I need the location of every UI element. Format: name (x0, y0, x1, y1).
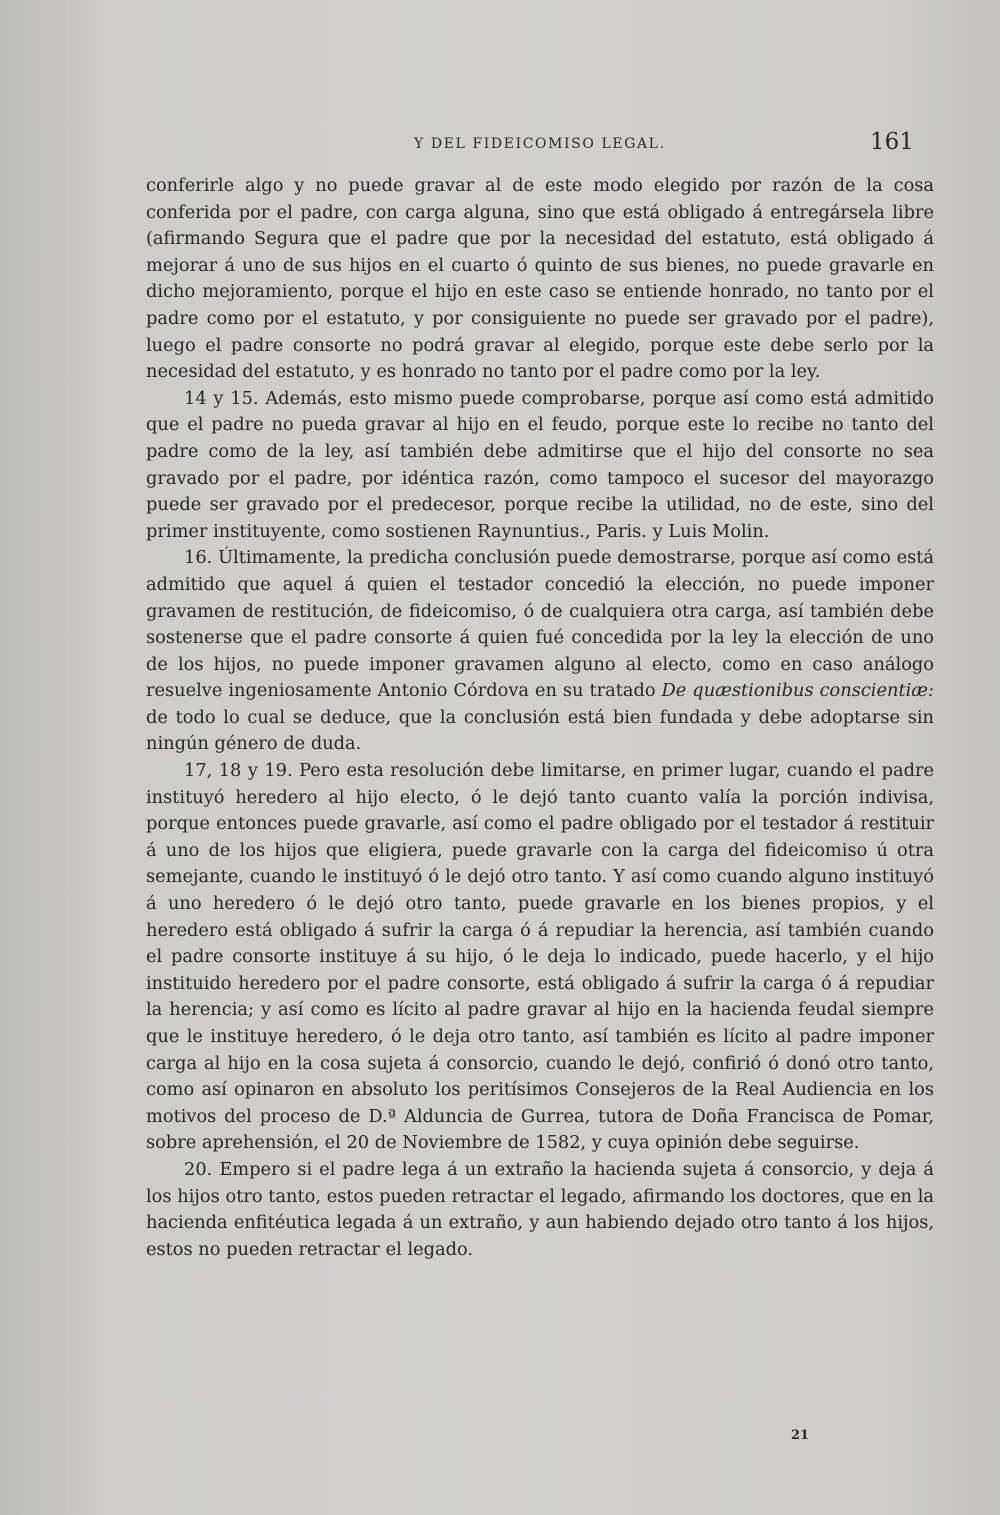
paragraph-text: Empero si el padre lega á un extraño la hacienda sujeta á consorcio, y deja á los hijos otro tanto, estos pueden retractar el legado, afirmando los doctores, que en la hacienda enfitéutica legada á un extraño, y aun habiendo dejado otro tanto á los hijos, estos no pueden retractar el legado. (146, 1158, 934, 1260)
paragraph-continuation (146, 173, 934, 386)
paragraph-17-19 (146, 758, 934, 1157)
body-text (146, 173, 934, 1263)
paragraph-number: 20. (184, 1158, 213, 1180)
running-title: Y DEL FIDEICOMISO LEGAL. (414, 136, 666, 152)
paragraph-number: 14 y 15. (184, 387, 259, 409)
cited-work-title: De quæstionibus conscientiæ: (661, 680, 934, 702)
paragraph-14-15 (146, 386, 934, 546)
paragraph-text: conferirle algo y no puede gravar al de este modo elegido por razón de la cosa conferida por el padre, con carga alguna, sino que está obligado á entregársela libre (afirmando Segura que el padre que por la necesidad del estatuto, está obligado á mejorar á uno de sus hijos en el cuarto ó quinto de sus bienes, no puede gravarle en dicho mejoramiento, porque el hijo en este caso se entiende honrado, no tanto por el padre como por el estatuto, y por consiguiente no puede ser gravado por el padre), luego el padre consorte no podrá gravar al elegido, porque este debe serlo por la necesidad del estatuto, y es honrado no tanto por el padre como por la ley. (146, 175, 934, 383)
printer-signature-mark: 21 (791, 1428, 810, 1443)
paragraph-20 (146, 1157, 934, 1263)
paragraph-text-after: de todo lo cual se deduce, que la conclusión está bien fundada y debe adoptarse sin ningún género de duda. (146, 706, 934, 755)
paragraph-text: Pero esta resolución debe limitarse, en primer lugar, cuando el padre instituyó heredero al hijo electo, ó le dejó tanto cuanto valía la porción indivisa, porque entonces puede gravarle, así como el padre obligado por el testador á restituir á uno de los hijos que eligiera, puede gravarle con la carga del fideicomiso ú otra semejante, cuando le instituyó ó le dejó otro tanto. Y así como cuando alguno instituyó á uno heredero ó le dejó otro tanto, puede gravarle en los bienes propios, y el heredero está obligado á sufrir la carga ó á repudiar la herencia, así también cuando el padre consorte instituye á su hijo, ó le deja lo indicado, puede hacerlo, y el hijo instituido heredero por el padre consorte, está obligado á sufrir la carga ó á repudiar la herencia; y así como es lícito al padre gravar al hijo en la hacienda feudal siempre que le instituye heredero, ó le deja otro tanto, así también es lícito al padre imponer carga al hijo en la cosa sujeta á consorcio, cuando le dejó, confirió ó donó otro tanto, como así opinaron en absoluto los peritísimos Consejeros de la Real Audiencia en los motivos del proceso de D.ª Alduncia de Gurrea, tutora de Doña Francisca de Pomar, sobre aprehensión, el 20 de Noviembre de 1582, y cuya opinión debe seguirse. (146, 760, 934, 1154)
paragraph-16 (146, 545, 934, 758)
paragraph-text: Últimamente, la predicha conclusión puede demostrarse, porque así como está admitido que aquel á quien el testador concedió la elección, no puede imponer gravamen de restitución, de fideicomiso, ó de cualquiera otra carga, así también debe sostenerse que el padre consorte á quien fué concedida por la ley la elección de uno de los hijos, no puede imponer gravamen alguno al electo, como en caso análogo resuelve ingeniosamente Antonio Córdova en su tratado (146, 547, 934, 702)
paragraph-text: Además, esto mismo puede comprobarse, porque así como está admitido que el padre no pueda gravar al hijo en el feudo, porque este lo recibe no tanto del padre como de la ley, así también debe admitirse que el hijo del consorte no sea gravado por el padre, por idéntica razón, como tampoco el sucesor del mayorazgo puede ser gravado por el predecesor, porque recibe la utilidad, no de este, sino del primer instituyente, como sostienen Raynuntius., Paris. y Luis Molin. (146, 387, 934, 542)
paragraph-number: 17, 18 y 19. (184, 760, 293, 782)
running-head (0, 129, 1000, 160)
page-number: 161 (870, 129, 914, 155)
paragraph-number: 16. (184, 547, 213, 569)
